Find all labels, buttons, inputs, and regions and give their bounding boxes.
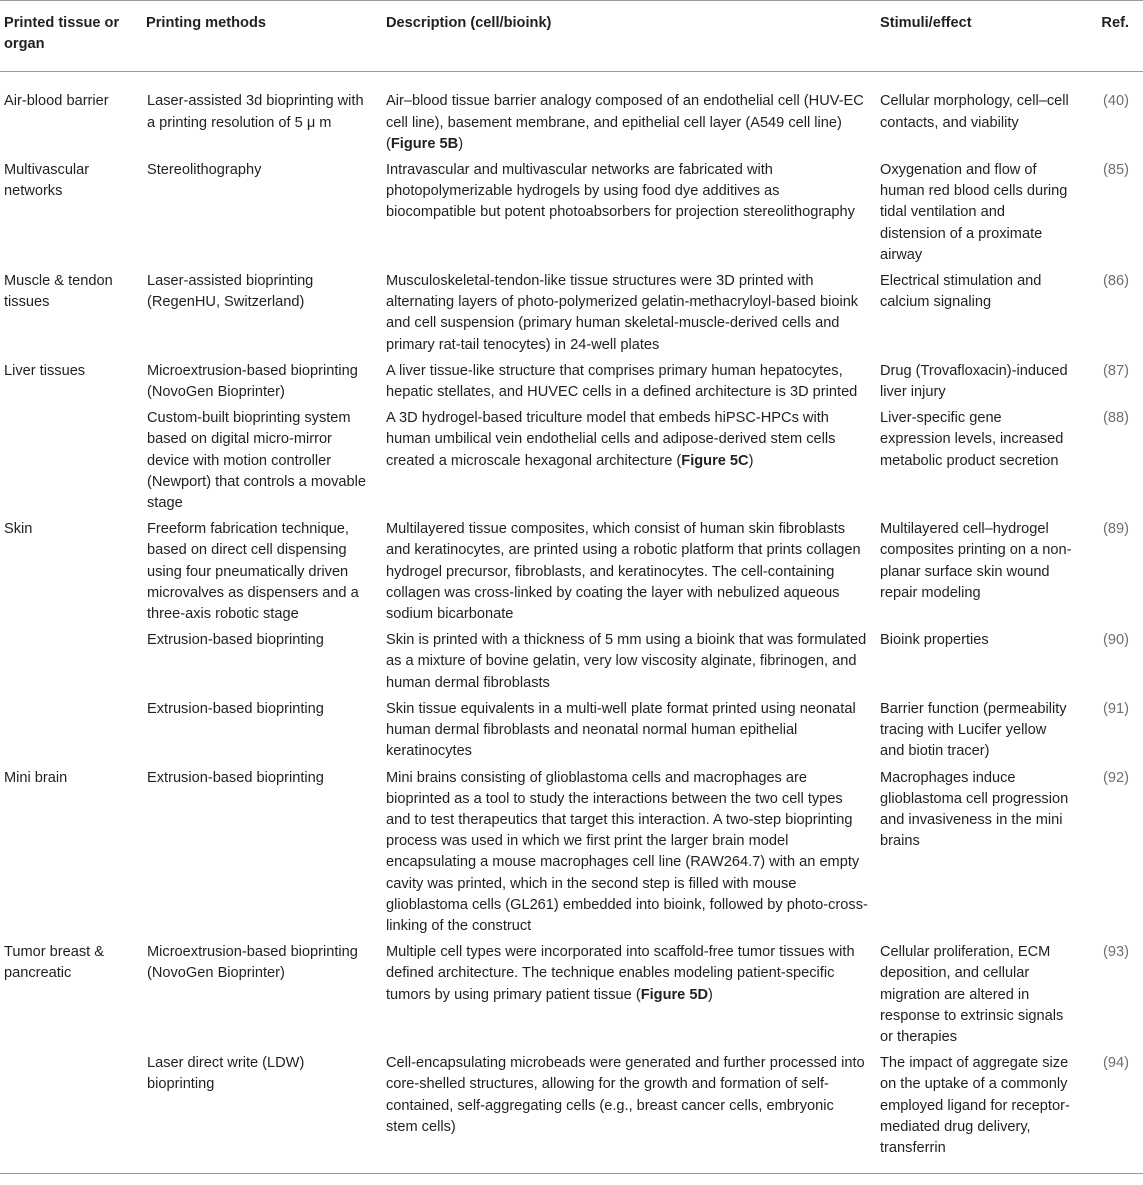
header-tissue: Printed tissue or organ xyxy=(0,1,142,72)
cell-tissue: Multivascular networks xyxy=(4,162,90,200)
cell-ref[interactable]: (88) xyxy=(1103,410,1129,427)
cell-tissue: Liver tissues xyxy=(4,362,86,379)
cell-stimuli: Oxygenation and flow of human red blood cells during tidal ventilation and distension of a proximate airway xyxy=(880,162,1068,263)
description-text: Skin tissue equivalents in a multi-well plate format printed using neonatal human dermal fibroblasts and neonatal normal human epithelial keratinocytes xyxy=(386,700,856,760)
description-tail: ) xyxy=(458,135,464,152)
cell-method: Custom-built bioprinting system based on digital micro-mirror device with motion controller (Newport) that controls a movable stage xyxy=(147,410,366,512)
description-text: Cell-encapsulating microbeads were generated and further processed into core-shelled structures, allowing for the growth and formation of self-contained, self-aggregating cells (e.g., breast cancer cells, embryonic stem cells) xyxy=(386,1055,865,1135)
table-row xyxy=(0,1053,1143,1174)
cell-method: Extrusion-based bioprinting xyxy=(147,769,324,786)
cell-method: Laser-assisted bioprinting (RegenHU, Switzerland) xyxy=(147,273,314,311)
table-row xyxy=(0,408,1143,519)
header-description: Description (cell/bioink) xyxy=(382,1,876,72)
description-text: Intravascular and multivascular networks are fabricated with photopolymerizable hydrogels by using food dye additives as biocompatible but potent photoabsorbers for projection stereolithography xyxy=(386,162,855,221)
cell-method: Laser direct write (LDW) bioprinting xyxy=(142,1053,382,1174)
cell-description xyxy=(382,768,876,943)
figure-reference[interactable]: Figure 5D xyxy=(640,986,708,1003)
cell-tissue xyxy=(0,408,142,519)
figure-reference[interactable]: Figure 5C xyxy=(681,452,749,469)
table-row xyxy=(0,519,1143,630)
cell-ref[interactable]: (92) xyxy=(1103,769,1129,786)
cell-stimuli: Drug (Trovafloxacin)-induced liver injury xyxy=(880,362,1068,401)
table-row xyxy=(0,72,1143,160)
cell-description xyxy=(382,942,876,1053)
cell-tissue: Tumor breast & pancreatic xyxy=(4,944,105,982)
cell-ref[interactable]: (93) xyxy=(1103,944,1129,961)
description-text: A 3D hydrogel-based triculture model that embeds hiPSC-HPCs with human umbilical vein endothelial cells and adipose-derived stem cells created a microscale hexagonal architecture ( xyxy=(386,410,836,469)
cell-ref[interactable]: (40) xyxy=(1103,93,1129,110)
description-tail: ) xyxy=(748,452,754,469)
cell-description xyxy=(382,699,876,768)
table-row xyxy=(0,160,1143,271)
header-ref: Ref. xyxy=(1081,1,1143,72)
cell-description xyxy=(382,361,876,408)
description-text: Multiple cell types were incorporated into scaffold-free tumor tissues with defined architecture. The technique enables modeling patient-specific tumors by using primary patient tissue ( xyxy=(386,944,855,1003)
cell-method: Stereolithography xyxy=(147,162,262,179)
cell-method: Laser-assisted 3d bioprinting with a printing resolution of 5 μ m xyxy=(147,93,364,131)
cell-stimuli: Bioink properties xyxy=(880,632,989,649)
cell-ref[interactable]: (86) xyxy=(1103,273,1129,290)
cell-stimuli: Cellular morphology, cell–cell contacts, and viability xyxy=(880,93,1069,131)
cell-method: Extrusion-based bioprinting xyxy=(147,700,324,717)
cell-ref[interactable]: (87) xyxy=(1103,362,1129,379)
table-body xyxy=(0,72,1143,1174)
description-text: Mini brains consisting of glioblastoma cells and macrophages are bioprinted as a tool to study the interactions between the two cell types and to test therapeutics that target this interaction. A two-step bioprinting process was used in which we first print the larger brain model encapsulating a mouse macrophages cell line (RAW264.7) with an empty cavity was printed, which in the second step is filled with mouse glioblastoma cells (GL261) embedded into bioink, followed by photo-cross-linking of the construct xyxy=(386,769,868,934)
cell-tissue xyxy=(0,630,142,699)
cell-stimuli: The impact of aggregate size on the uptake of a commonly employed ligand for receptor-mediated drug delivery, transferrin xyxy=(876,1053,1081,1174)
cell-ref[interactable]: (94) xyxy=(1081,1053,1143,1174)
cell-description xyxy=(382,72,876,160)
description-text: A liver tissue-like structure that comprises primary human hepatocytes, hepatic stellates, and HUVEC cells in a defined architecture is 3D printed xyxy=(386,362,858,401)
cell-stimuli: Liver-specific gene expression levels, increased metabolic product secretion xyxy=(880,410,1064,469)
cell-ref[interactable]: (85) xyxy=(1103,162,1129,179)
table-row xyxy=(0,768,1143,943)
table-row xyxy=(0,630,1143,699)
table-row xyxy=(0,361,1143,408)
cell-tissue xyxy=(0,1053,142,1174)
cell-method: Microextrusion-based bioprinting (NovoGen Bioprinter) xyxy=(147,362,358,401)
cell-tissue: Mini brain xyxy=(4,769,68,786)
cell-stimuli: Macrophages induce glioblastoma cell progression and invasiveness in the mini brains xyxy=(880,769,1069,850)
cell-description xyxy=(382,271,876,361)
description-text: Air–blood tissue barrier analogy composed of an endothelial cell (HUV-EC cell line), basement membrane, and epithelial cell layer (A549 cell line) ( xyxy=(386,93,864,152)
cell-stimuli: Barrier function (permeability tracing with Lucifer yellow and biotin tracer) xyxy=(880,700,1067,760)
cell-ref[interactable]: (89) xyxy=(1103,521,1129,538)
description-text: Skin is printed with a thickness of 5 mm using a bioink that was formulated as a mixture of bovine gelatin, very low viscosity alginate, fibrinogen, and human dermal fibroblasts xyxy=(386,632,867,691)
cell-description xyxy=(382,630,876,699)
cell-tissue: Skin xyxy=(4,521,33,538)
cell-tissue: Muscle & tendon tissues xyxy=(4,273,113,311)
cell-method: Microextrusion-based bioprinting (NovoGen Bioprinter) xyxy=(147,944,358,982)
figure-reference[interactable]: Figure 5B xyxy=(390,135,459,152)
description-text: Multilayered tissue composites, which consist of human skin fibroblasts and keratinocytes, are printed using a robotic platform that prints collagen hydrogel precursor, fibroblasts, and keratinocytes. The cell-containing collagen was cross-linked by coating the layer with nebulized aqueous sodium bicarbonate xyxy=(386,521,861,623)
table-row xyxy=(0,271,1143,361)
cell-ref[interactable]: (91) xyxy=(1103,700,1129,717)
header-method: Printing methods xyxy=(142,1,382,72)
table-row xyxy=(0,699,1143,768)
header-row xyxy=(0,1,1143,72)
cell-method: Extrusion-based bioprinting xyxy=(147,632,324,649)
table-header xyxy=(0,1,1143,72)
cell-stimuli: Cellular proliferation, ECM deposition, and cellular migration are altered in response to extrinsic signals or therapies xyxy=(880,944,1064,1045)
cell-ref[interactable]: (90) xyxy=(1103,632,1129,649)
header-stimuli: Stimuli/effect xyxy=(876,1,1081,72)
cell-stimuli: Electrical stimulation and calcium signaling xyxy=(880,273,1042,311)
cell-method: Freeform fabrication technique, based on direct cell dispensing using four pneumatically driven microvalves as dispensers and a three-axis robotic stage xyxy=(147,521,359,623)
cell-description xyxy=(382,160,876,271)
cell-tissue xyxy=(0,699,142,768)
cell-tissue: Air-blood barrier xyxy=(4,93,109,110)
cell-description xyxy=(382,1053,876,1174)
description-text: Musculoskeletal-tendon-like tissue structures were 3D printed with alternating layers of photo-polymerized gelatin-methacryloyl-based bioink and cell suspension (primary human skeletal-muscle-derived cells and primary rat-tail tenocytes) in 24-well plates xyxy=(386,273,859,353)
cell-description xyxy=(382,408,876,519)
table-row xyxy=(0,942,1143,1053)
cell-stimuli: Multilayered cell–hydrogel composites printing on a non-planar surface skin wound repair modeling xyxy=(880,521,1072,601)
description-tail: ) xyxy=(708,986,713,1003)
cell-description xyxy=(382,519,876,630)
